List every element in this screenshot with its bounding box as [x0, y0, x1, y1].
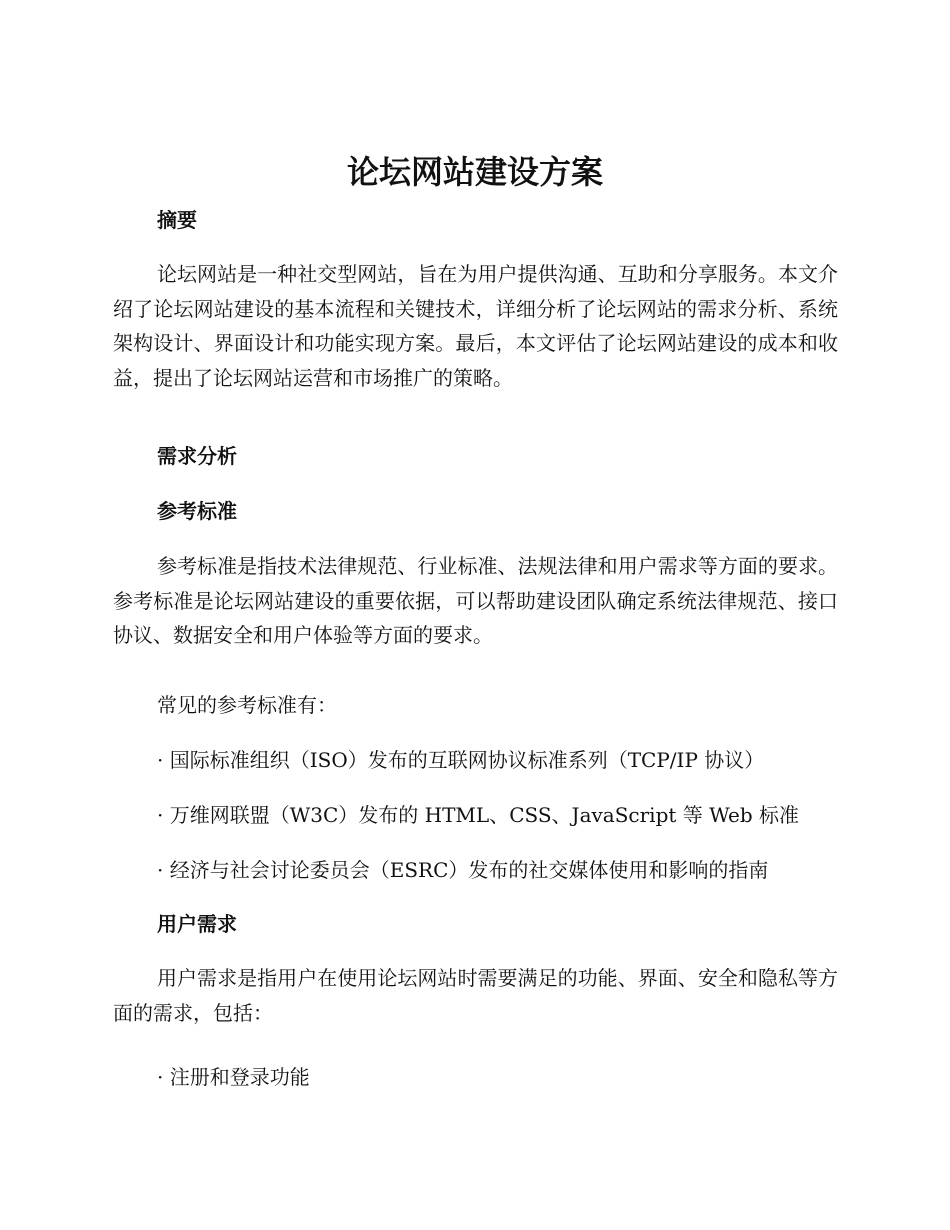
reference-intro: 常见的参考标准有：	[157, 693, 337, 717]
reference-paragraph: 参考标准是指技术法律规范、行业标准、法规法律和用户需求等方面的要求。参考标准是论坛网站建设的重要依据，可以帮助建设团队确定系统法律规范、接口协议、数据安全和用户体验等方面的要求。	[113, 554, 838, 647]
list-item: · 国际标准组织（ISO）发布的互联网协议标准系列（TCP/IP 协议）	[157, 748, 765, 772]
list-item: · 注册和登录功能	[157, 1065, 310, 1089]
abstract-paragraph: 论坛网站是一种社交型网站，旨在为用户提供沟通、互助和分享服务。本文介绍了论坛网站建设的基本流程和关键技术，详细分析了论坛网站的需求分析、系统架构设计、界面设计和功能实现方案。最后，本文评估了论坛网站建设的成本和收益，提出了论坛网站运营和市场推广的策略。	[113, 262, 838, 390]
subsection-heading-user-needs: 用户需求	[157, 912, 237, 936]
subsection-heading-reference: 参考标准	[157, 499, 237, 523]
section-heading-requirements: 需求分析	[157, 444, 237, 468]
abstract-heading: 摘要	[157, 208, 197, 232]
user-needs-paragraph: 用户需求是指用户在使用论坛网站时需要满足的功能、界面、安全和隐私等方面的需求，包括：	[113, 966, 838, 1025]
document-title: 论坛网站建设方案	[346, 153, 603, 191]
list-item: · 经济与社会讨论委员会（ESRC）发布的社交媒体使用和影响的指南	[157, 858, 769, 882]
list-item: · 万维网联盟（W3C）发布的 HTML、CSS、JavaScript 等 Web 标准	[157, 803, 800, 827]
